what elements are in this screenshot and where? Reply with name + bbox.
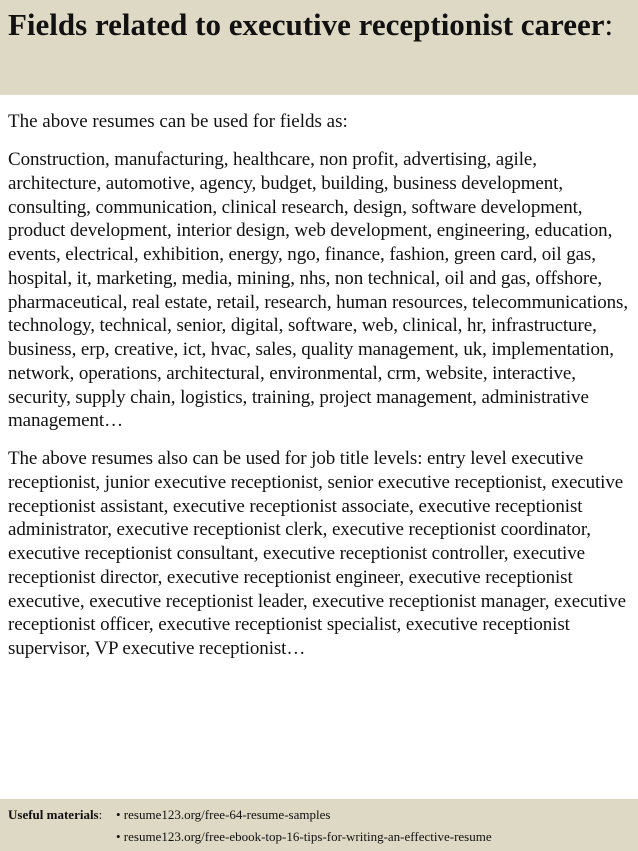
useful-materials-label — [8, 807, 102, 823]
footer-link-ebook-tips[interactable]: • resume123.org/free-ebook-top-16-tips-for-writing-an-effective-resume — [116, 829, 492, 844]
job-titles-paragraph: The above resumes also can be used for job title levels: entry level executive receptionist, junior executive receptionist, senior executive receptionist, executive receptionist assistant, executive receptionist associate, executive receptionist administrator, executive receptionist clerk, executive receptionist coordinator, executive receptionist consultant, executive receptionist controller, executive receptionist director, executive receptionist engineer, executive receptionist executive, executive receptionist leader, executive receptionist manager, executive receptionist officer, executive receptionist specialist, executive receptionist supervisor, VP executive receptionist… — [8, 448, 626, 659]
main-content — [8, 110, 633, 675]
page-title-colon: : — [604, 7, 614, 42]
intro-text: The above resumes can be used for fields as: — [8, 111, 348, 132]
footer — [0, 799, 638, 851]
footer-link-resume-samples[interactable]: • resume123.org/free-64-resume-samples — [116, 807, 331, 822]
title-band — [0, 0, 638, 95]
useful-materials-label-text: Useful materials — [8, 807, 99, 822]
fields-paragraph: Construction, manufacturing, healthcare, non profit, advertising, agile, architecture, automotive, agency, budget, building, business development, consulting, communication, clinical research, design, software development, product development, interior design, web development, engineering, education, events, electrical, exhibition, energy, ngo, finance, fashion, green card, oil gas, hospital, it, marketing, media, mining, nhs, non technical, oil and gas, offshore, pharmaceutical, real estate, retail, research, human resources, telecommunications, technology, technical, senior, digital, software, web, clinical, hr, infrastructure, business, erp, creative, ict, hvac, sales, quality management, uk, implementation, network, operations, architectural, environmental, crm, website, interactive, security, supply chain, logistics, training, project management, administrative management… — [8, 149, 628, 432]
useful-materials-label-colon: : — [98, 807, 103, 822]
page-title — [8, 4, 628, 45]
page-title-text: Fields related to executive receptionist career — [8, 7, 605, 42]
